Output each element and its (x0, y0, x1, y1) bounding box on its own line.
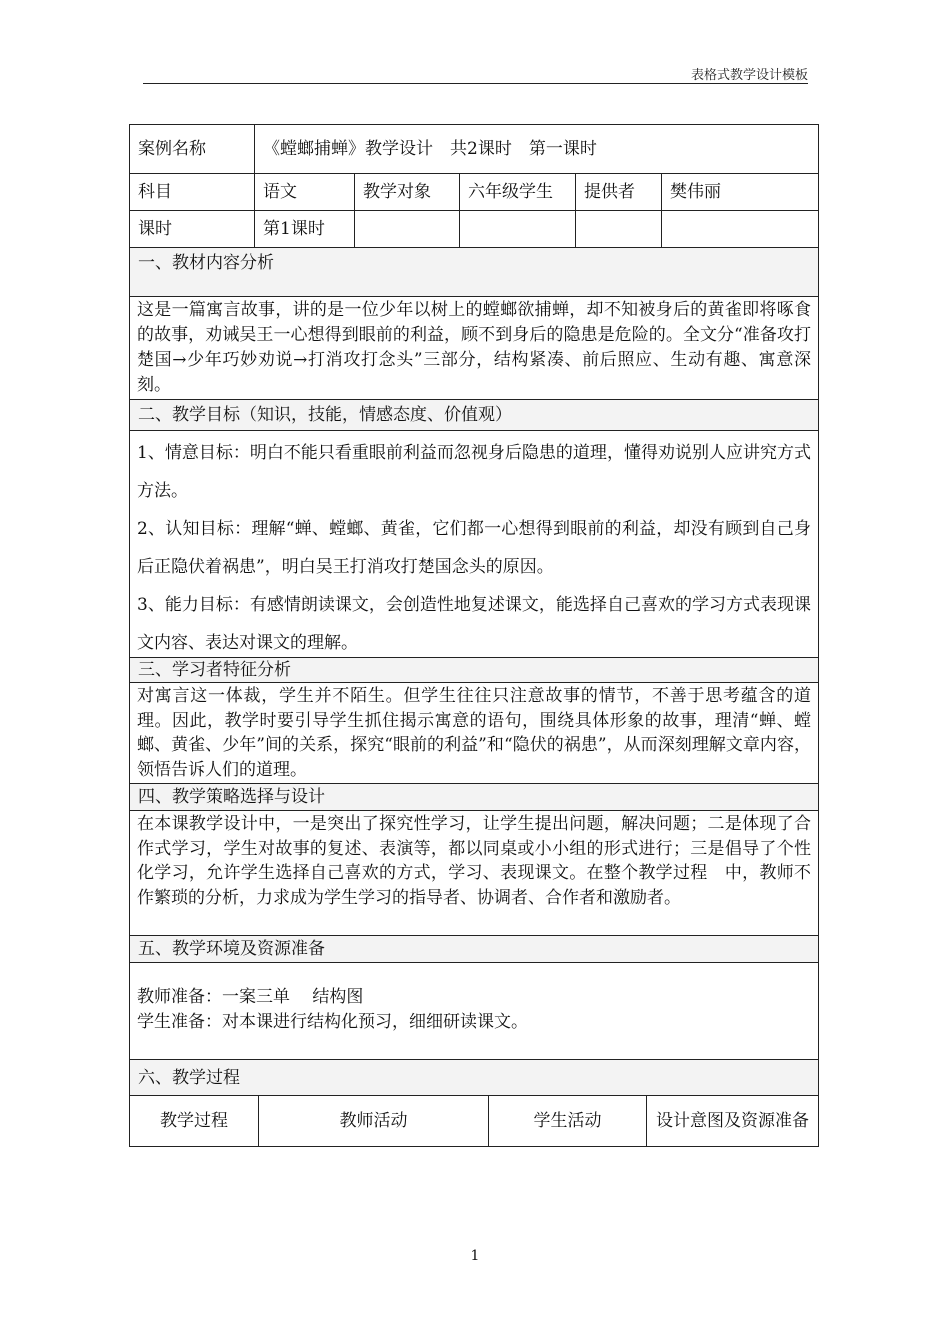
case-name-label: 案例名称 (129, 124, 255, 174)
section-heading (129, 657, 819, 683)
header-title: 表格式教学设计模板 (690, 68, 808, 83)
subject-value: 语文 (254, 173, 355, 211)
section6-title: 六、教学过程 (138, 1067, 240, 1088)
section4-body: 在本课教学设计中，一是突出了探究性学习，让学生提出问题，解决问题；二是体现了合作式学习，学生对故事的复述、表演等，都以同桌或小小组的形式进行；三是倡导了个性化学习，允许学生选择自己喜欢的方式，学习、表现课文。在整个教学过程 中，教师不作繁琐的分析，力求成为学生学习的指导者、协调者、合作者和激励者。 (137, 814, 811, 908)
provider-label: 提供者 (575, 173, 662, 211)
subject-label: 科目 (129, 173, 255, 211)
section-heading (129, 935, 819, 963)
goal-1: 1、情意目标：明白不能只看重眼前利益而忽视身后隐患的道理，懂得劝说别人应讲究方式方法。 (137, 443, 811, 501)
section4-title: 四、教学策略选择与设计 (138, 787, 325, 807)
student-prep: 学生准备：对本课进行结构化预习，细细研读课文。 (137, 1012, 528, 1032)
goal-3: 3、能力目标：有感情朗读课文，会创造性地复述课文，能选择自己喜欢的学习方式表现课文内容、表达对课文的理解。 (137, 595, 811, 653)
column-header: 设计意图及资源准备 (646, 1095, 819, 1147)
teacher-prep: 教师准备：一案三单 结构图 (137, 987, 364, 1007)
target-value: 六年级学生 (459, 173, 576, 211)
section3-body: 对寓言这一体裁，学生并不陌生。但学生往往只注意故事的情节，不善于思考蕴含的道理。因此，教学时要引导学生抓住揭示寓意的语句，围绕具体形象的故事，理清“蝉、螳螂、黄雀、少年”间的关系，探究“眼前的利益”和“隐伏的祸患”，从而深刻理解文章内容，领悟告诉人们的道理。 (137, 686, 811, 780)
case-name-value: 《螳螂捕蝉》教学设计 共2课时 第一课时 (254, 124, 819, 174)
empty-cell (661, 210, 819, 248)
header-rule (143, 83, 808, 84)
section5-title: 五、教学环境及资源准备 (138, 939, 325, 959)
section-heading (129, 1059, 819, 1096)
empty-cell (575, 210, 662, 248)
period-label: 课时 (129, 210, 255, 248)
section3-title: 三、学习者特征分析 (138, 660, 291, 680)
column-header: 教学过程 (129, 1095, 259, 1147)
section2-title: 二、教学目标（知识，技能，情感态度、价值观） (138, 405, 512, 425)
empty-cell (354, 210, 460, 248)
provider-value: 樊伟丽 (661, 173, 819, 211)
section-heading (129, 399, 819, 431)
target-label: 教学对象 (354, 173, 460, 211)
section-heading (129, 783, 819, 811)
column-header: 学生活动 (488, 1095, 647, 1147)
section1-body: 这是一篇寓言故事，讲的是一位少年以树上的螳螂欲捕蝉，却不知被身后的黄雀即将啄食的故事，劝诫吴王一心想得到眼前的利益，顾不到身后的隐患是危险的。全文分“准备攻打楚国→少年巧妙劝说→打消攻打念头”三部分，结构紧凑、前后照应、生动有趣、寓意深刻。 (137, 300, 811, 395)
section1-title: 一、教材内容分析 (138, 253, 274, 273)
goal-2: 2、认知目标：理解“蝉、螳螂、黄雀，它们都一心想得到眼前的利益，却没有顾到自己身后正隐伏着祸患”，明白吴王打消攻打楚国念头的原因。 (137, 519, 811, 577)
section-heading (129, 247, 819, 297)
empty-cell (459, 210, 576, 248)
page-number: 1 (470, 1248, 480, 1264)
column-header: 教师活动 (258, 1095, 489, 1147)
period-value: 第1课时 (254, 210, 355, 248)
